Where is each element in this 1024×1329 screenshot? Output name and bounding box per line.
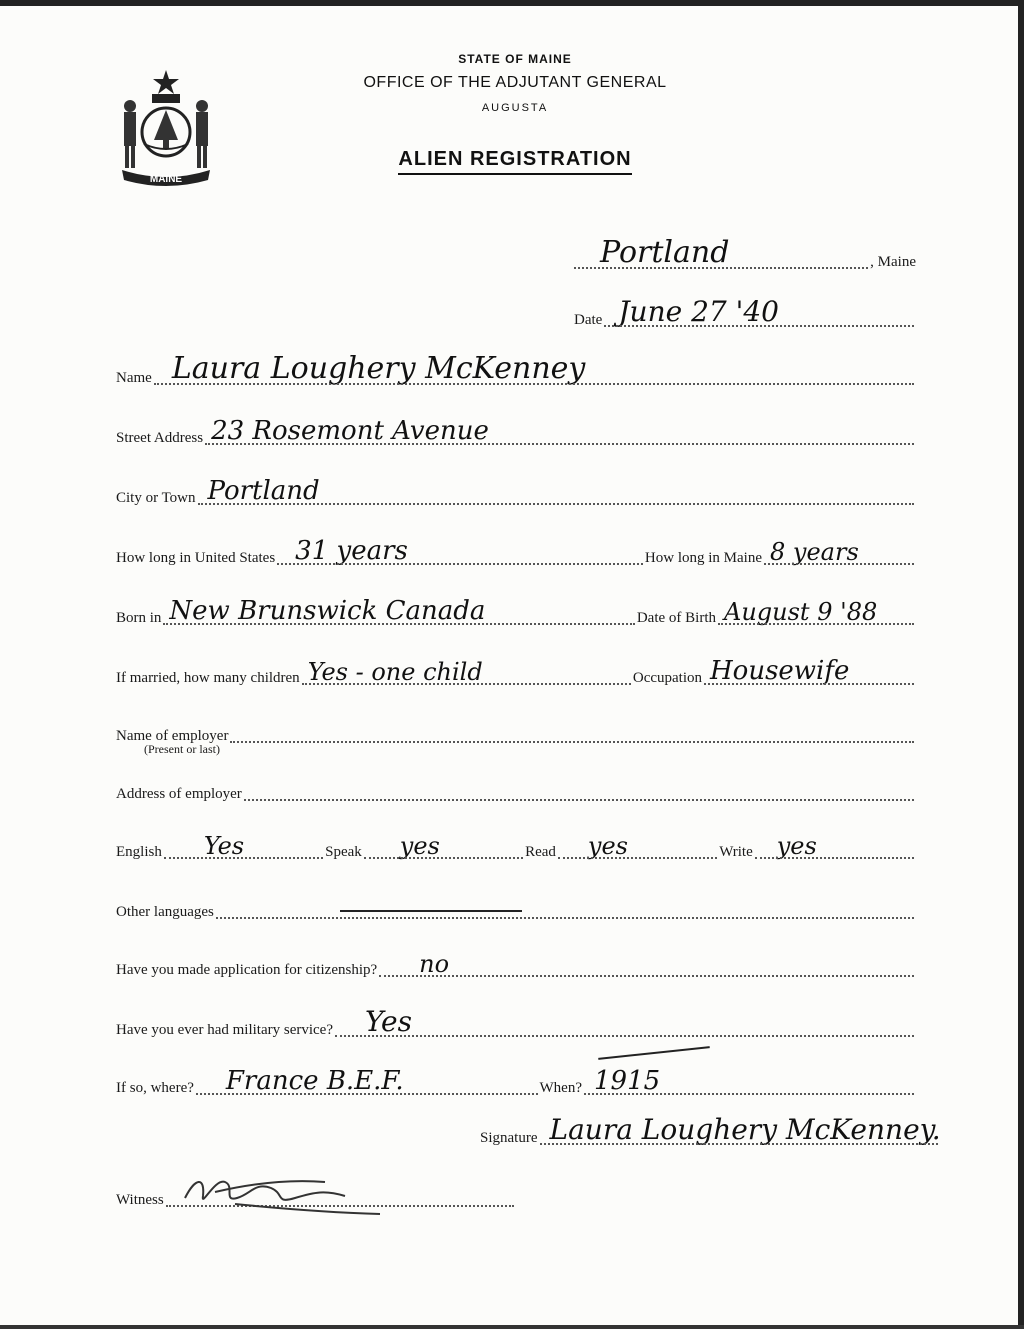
scan-edge-top <box>0 0 1024 6</box>
write-label: Write <box>719 844 753 860</box>
place-field <box>572 235 916 272</box>
read-label: Read <box>525 844 556 860</box>
where-label: If so, where? <box>116 1080 194 1096</box>
date-label: Date <box>574 312 603 328</box>
place-suffix: , Maine <box>870 254 916 270</box>
speak-value: yes <box>399 832 440 860</box>
date-field <box>574 296 916 330</box>
city-value: Portland <box>207 476 320 506</box>
state-of-maine-seal-icon <box>112 66 220 188</box>
military-field <box>116 1006 916 1040</box>
form-title: ALIEN REGISTRATION <box>300 148 730 171</box>
children-label: If married, how many children <box>116 670 300 686</box>
military-label: Have you ever had military service? <box>116 1022 333 1038</box>
other-languages-dash <box>340 910 522 912</box>
english-value: Yes <box>203 832 245 860</box>
signature-field <box>480 1114 940 1148</box>
us-duration-value: 31 years <box>295 536 408 566</box>
name-label: Name <box>116 370 152 386</box>
svg-text:MAINE: MAINE <box>149 174 183 185</box>
employer-field <box>116 712 916 746</box>
street-label: Street Address <box>116 430 204 446</box>
children-field <box>116 654 916 688</box>
header-state: STATE OF MAINE <box>458 52 572 66</box>
english-label: English <box>116 844 162 860</box>
header-office: OFFICE OF THE ADJUTANT GENERAL <box>363 74 667 91</box>
born-value: New Brunswick Canada <box>169 596 486 626</box>
name-value: Laura Loughery McKenney <box>171 351 586 386</box>
write-value: yes <box>776 832 817 860</box>
city-field <box>116 474 916 508</box>
employer-address-field <box>116 770 916 804</box>
maine-duration-value: 8 years <box>770 538 859 566</box>
birth-date-label: Date of Birth <box>636 610 716 626</box>
citizenship-label: Have you made application for citizenship? <box>116 962 378 978</box>
street-value: 23 Rosemont Avenue <box>211 416 489 446</box>
street-field <box>116 414 916 448</box>
service-field <box>116 1064 916 1098</box>
employer-sublabel: (Present or last) <box>144 742 220 756</box>
citizenship-value: no <box>419 950 450 978</box>
signature-label: Signature <box>480 1130 538 1146</box>
duration-field <box>116 534 916 568</box>
employer-address-label: Address of employer <box>116 786 242 802</box>
citizenship-field <box>116 946 916 980</box>
header-city: AUGUSTA <box>481 102 549 114</box>
name-field <box>116 351 916 388</box>
other-languages-label: Other languages <box>116 904 214 920</box>
date-value: June 27 '40 <box>618 295 779 328</box>
city-label: City or Town <box>116 490 196 506</box>
witness-signature-icon <box>175 1168 385 1218</box>
children-value: Yes - one child <box>307 658 483 686</box>
born-label: Born in <box>116 610 162 626</box>
place-value: Portland <box>600 235 730 270</box>
when-value: 1915 <box>594 1066 661 1096</box>
read-value: yes <box>587 832 628 860</box>
scan-edge-bottom <box>0 1325 1024 1329</box>
occupation-value: Housewife <box>710 656 850 686</box>
scan-edge-right <box>1018 0 1024 1329</box>
speak-label: Speak <box>325 844 362 860</box>
witness-label: Witness <box>116 1192 164 1208</box>
birth-date-value: August 9 '88 <box>724 598 878 626</box>
where-value: France B.E.F. <box>225 1066 404 1096</box>
born-field <box>116 594 916 628</box>
when-underline <box>598 1046 710 1060</box>
us-duration-label: How long in United States <box>116 550 276 566</box>
employer-label: Name of employer <box>116 728 229 744</box>
occupation-label: Occupation <box>632 670 702 686</box>
other-languages-field <box>116 888 916 922</box>
language-field <box>116 828 916 862</box>
maine-duration-label: How long in Maine <box>644 550 762 566</box>
military-value: Yes <box>365 1005 412 1038</box>
when-label: When? <box>539 1080 582 1096</box>
signature-value: Laura Loughery McKenney. <box>549 1113 941 1146</box>
